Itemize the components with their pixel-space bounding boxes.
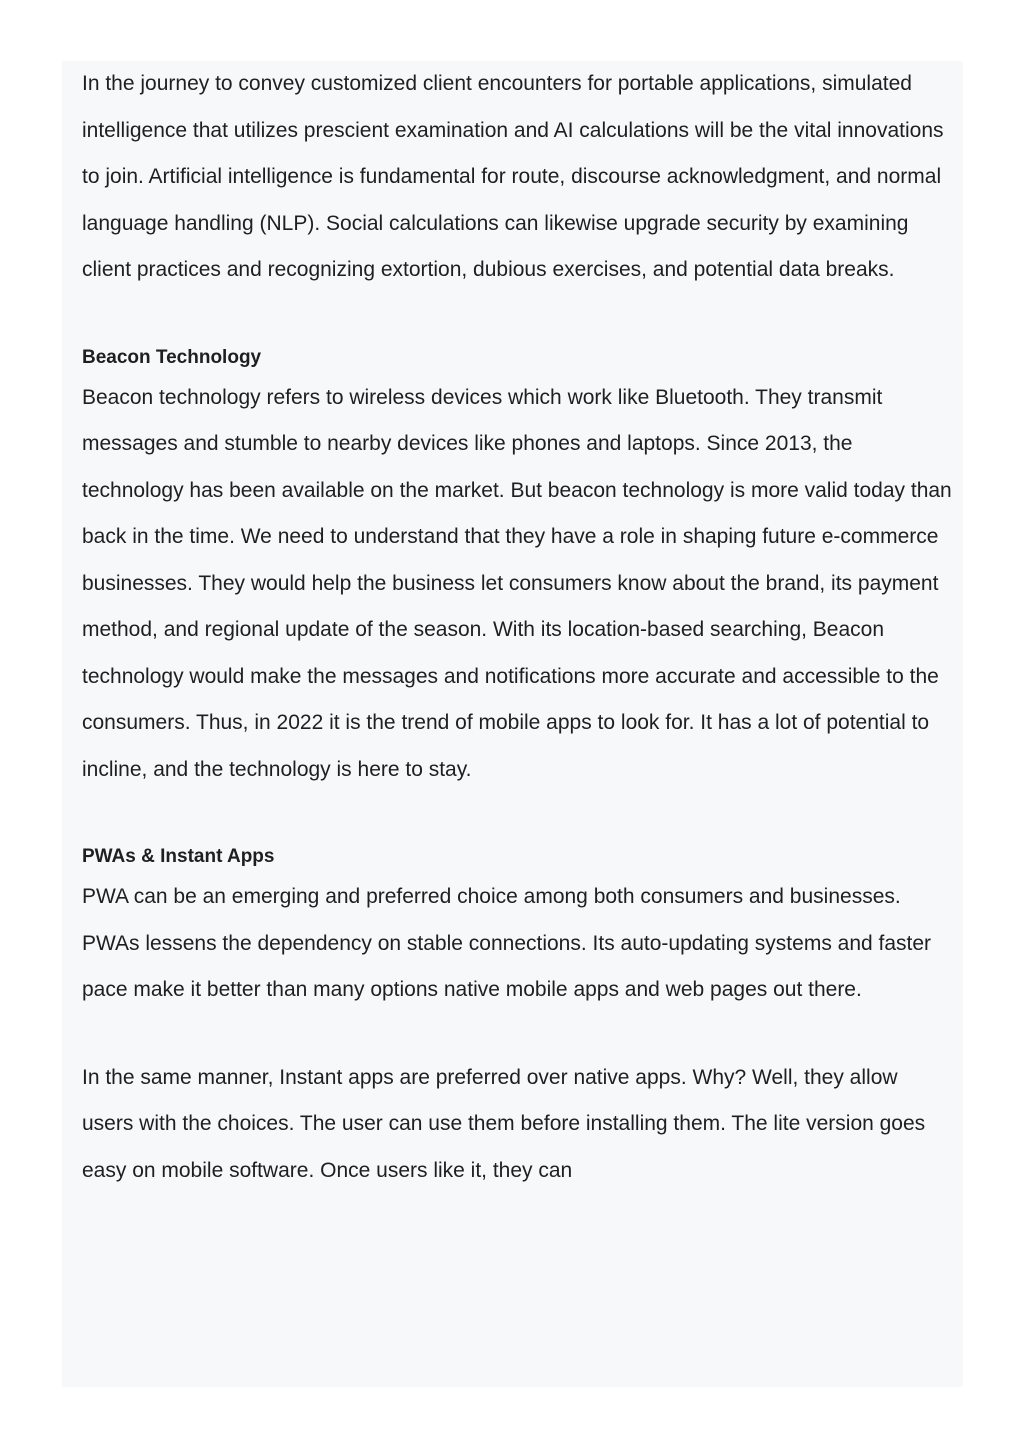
pwa-paragraph: PWA can be an emerging and preferred choice among both consumers and businesses. PWAs lessens the dependency on stable connections. Its auto-updating systems and faster pace make it better than many options native mobile apps and web pages out there.	[82, 885, 932, 1001]
instant-apps-paragraph: In the same manner, Instant apps are preferred over native apps. Why? Well, they allow users with the choices. The user can use them before installing them. The lite version goes easy on mobile software. Once users like it, they can	[82, 1065, 926, 1182]
document-page	[62, 61, 963, 1387]
beacon-technology-paragraph: Beacon technology refers to wireless devices which work like Bluetooth. They transmit messages and stumble to nearby devices like phones and laptops. Since 2013, the technology has been available on the market. But beacon technology is more valid today than back in the time. We need to understand that they have a role in shaping future e-commerce businesses. They would help the business let consumers know about the brand, its payment method, and regional update of the season. With its location-based searching, Beacon technology would make the messages and notifications more accurate and accessible to the consumers. Thus, in 2022 it is the trend of mobile apps to look for. It has a lot of potential to incline, and the technology is here to stay.	[82, 385, 952, 781]
article-body	[82, 61, 952, 1194]
pwas-instant-apps-heading: PWAs & Instant Apps	[82, 846, 275, 867]
beacon-technology-heading: Beacon Technology	[82, 346, 262, 368]
intro-paragraph: In the journey to convey customized client encounters for portable applications, simulated intelligence that utilizes prescient examination and AI calculations will be the vital innovations to join. Artificial intelligence is fundamental for route, discourse acknowledgment, and normal language handling (NLP). Social calculations can likewise upgrade security by examining client practices and recognizing extortion, dubious exercises, and potential data breaks.	[82, 72, 944, 281]
